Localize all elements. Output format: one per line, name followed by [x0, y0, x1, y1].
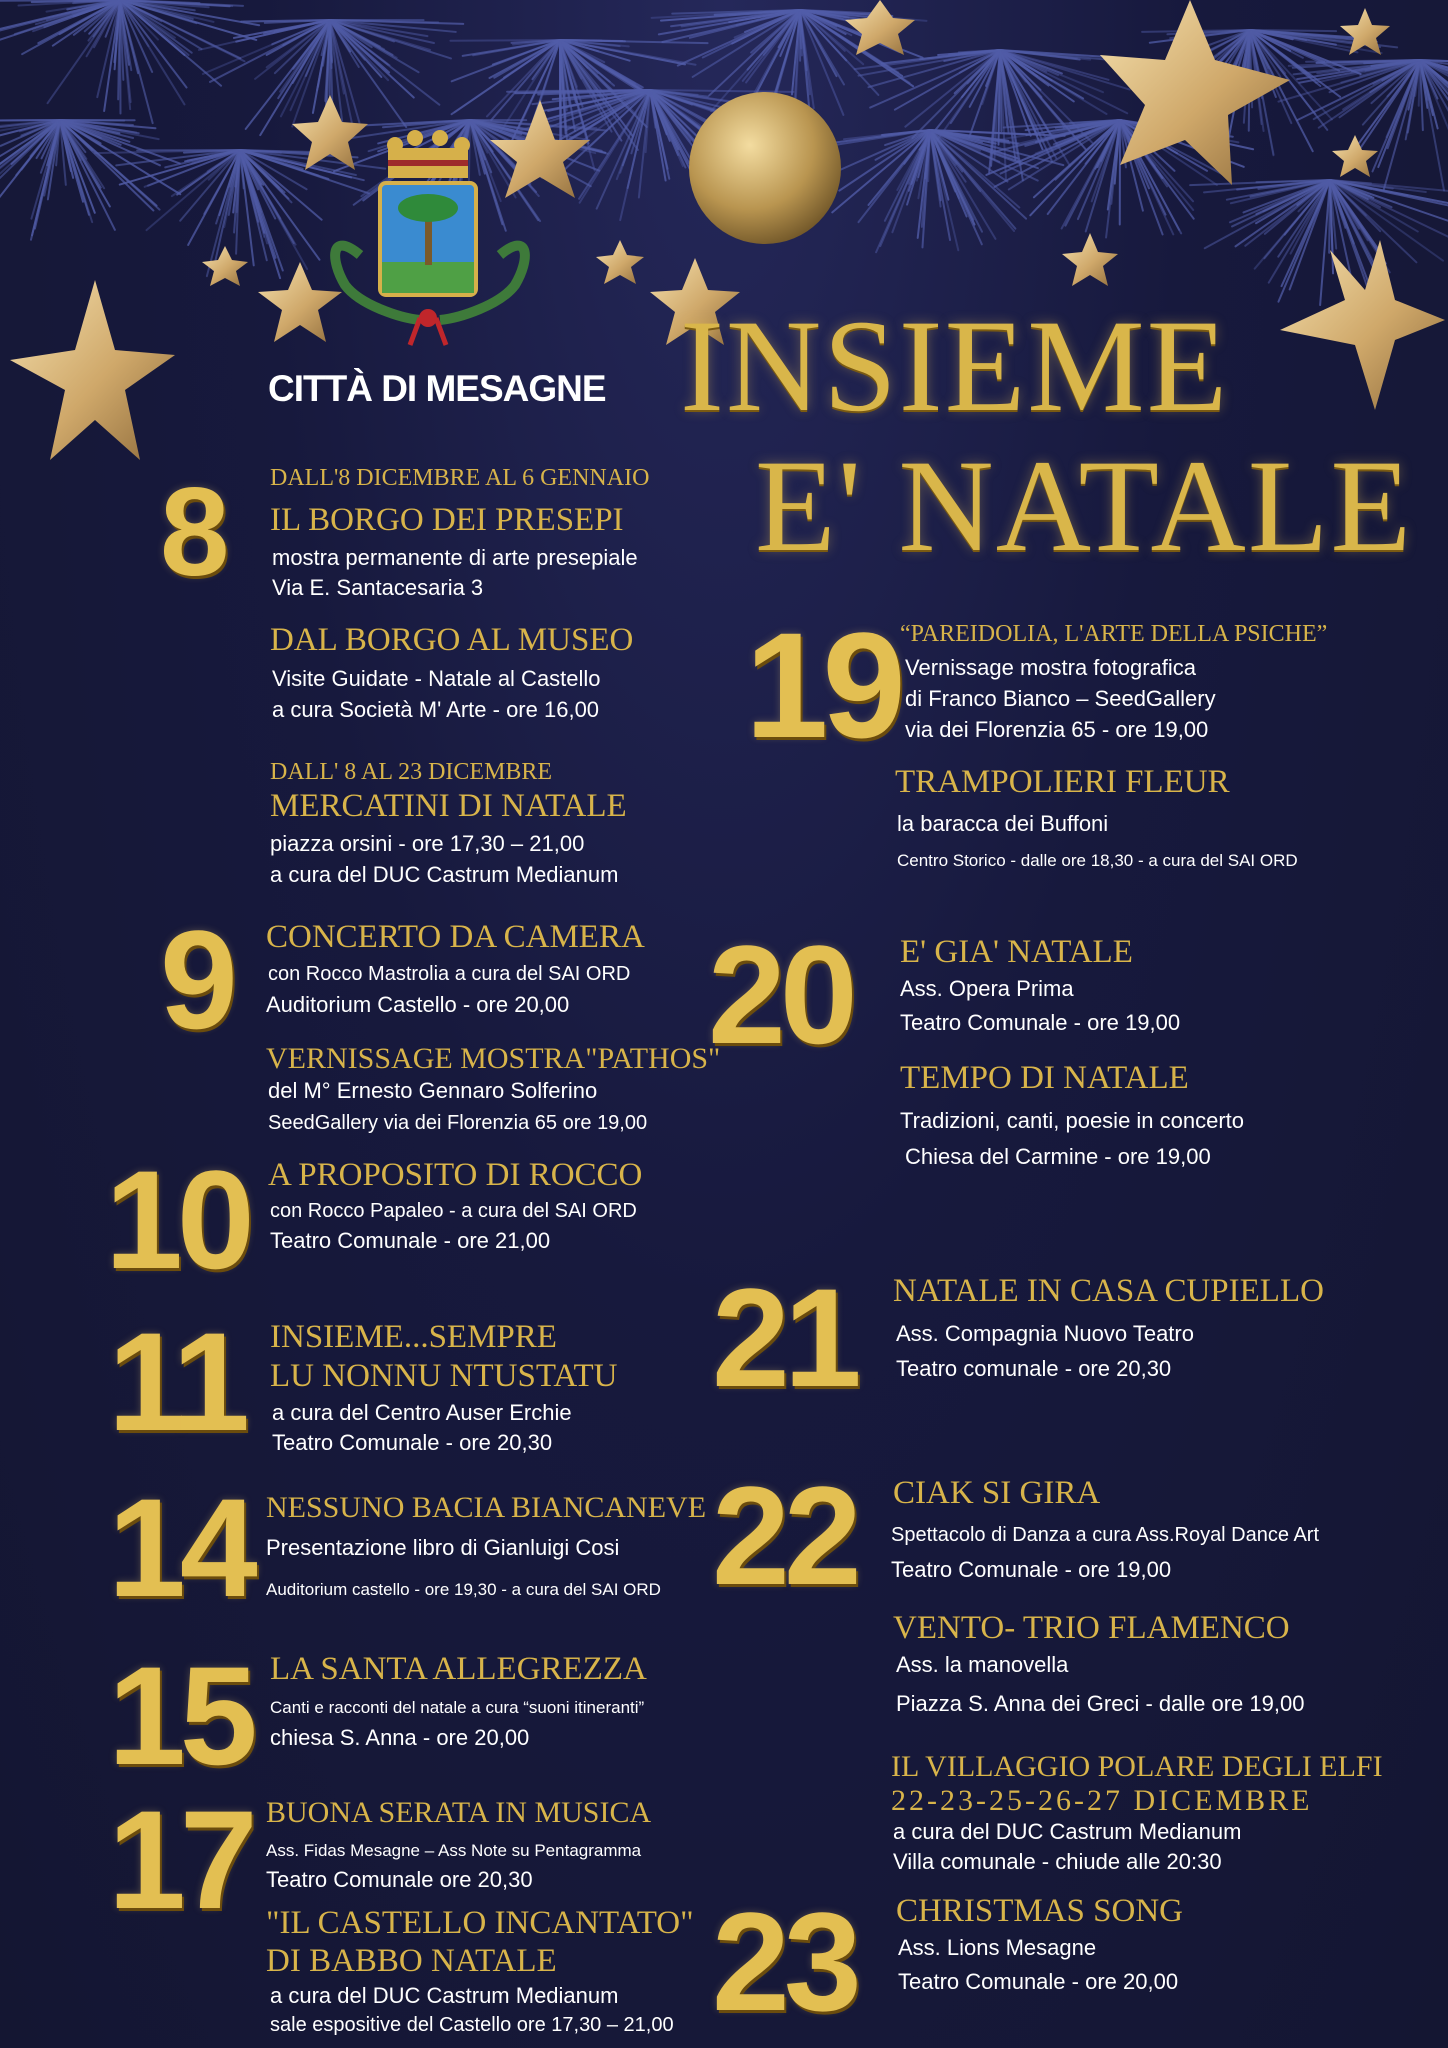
day-number: 11 — [108, 1303, 244, 1460]
star-icon — [202, 246, 248, 286]
event-detail: Presentazione libro di Gianluigi Cosi — [266, 1535, 620, 1560]
event-detail: Villa comunale - chiude alle 20:30 — [893, 1849, 1222, 1874]
event-title: TRAMPOLIERI FLEUR — [895, 764, 1230, 800]
day-number: 14 — [108, 1469, 252, 1626]
pine-needle — [560, 40, 625, 41]
event-title: “PAREIDOLIA, L'ARTE DELLA PSICHE” — [900, 621, 1328, 647]
event-detail: con Rocco Papaleo - a cura del SAI ORD — [270, 1200, 637, 1222]
star-icon — [258, 262, 342, 342]
day-number: 20 — [708, 916, 852, 1073]
pine-needle — [1000, 50, 1001, 131]
event-detail: Ass. Lions Mesagne — [898, 1935, 1097, 1960]
event-detail: Visite Guidate - Natale al Castello — [272, 666, 601, 691]
event-detail: Via E. Santacesaria 3 — [272, 575, 484, 600]
event-detail: Canti e racconti del natale a cura “suoni itineranti” — [270, 1698, 645, 1717]
event-detail: Teatro Comunale - ore 19,00 — [891, 1557, 1172, 1582]
event-title: "IL CASTELLO INCANTATO" — [266, 1905, 694, 1941]
event-detail: Spettacolo di Danza a cura Ass.Royal Dance Art — [891, 1524, 1320, 1546]
day-number: 8 — [160, 463, 224, 602]
event-title: VERNISSAGE MOSTRA"PATHOS" — [266, 1042, 721, 1075]
event-detail: chiesa S. Anna - ore 20,00 — [270, 1725, 530, 1750]
event-title: INSIEME...SEMPRE — [270, 1319, 557, 1355]
day-number: 15 — [108, 1637, 252, 1794]
event-detail: Teatro Comunale - ore 20,00 — [898, 1969, 1179, 1994]
event-detail: a cura del DUC Castrum Medianum — [893, 1819, 1242, 1844]
event-detail: la baracca dei Buffoni — [897, 811, 1109, 836]
pine-needle — [0, 0, 120, 1]
event-title-line2: DI BABBO NATALE — [266, 1943, 557, 1979]
day-number: 23 — [712, 1883, 856, 2040]
event-date-range: 22-23-25-26-27 DICEMBRE — [891, 1784, 1313, 1817]
event-title: BUONA SERATA IN MUSICA — [266, 1796, 652, 1829]
day-number: 19 — [745, 601, 900, 769]
event-title-line2: LU NONNU NTUSTATU — [270, 1358, 618, 1394]
event-detail: del M° Ernesto Gennaro Solferino — [268, 1078, 598, 1103]
event-detail: SeedGallery via dei Florenzia 65 ore 19,00 — [268, 1112, 648, 1134]
event-title: IL VILLAGGIO POLARE DEGLI ELFI — [891, 1750, 1383, 1783]
event-title: NESSUNO BACIA BIANCANEVE — [266, 1491, 707, 1524]
event-title: DAL BORGO AL MUSEO — [270, 622, 634, 658]
event-detail: a cura del DUC Castrum Medianum — [270, 1983, 619, 2008]
event-detail: Ass. Fidas Mesagne – Ass Note su Pentagramma — [266, 1841, 642, 1860]
event-title: TEMPO DI NATALE — [900, 1060, 1189, 1096]
day-number: 10 — [105, 1141, 249, 1298]
poster-title-line1: INSIEME — [680, 292, 1230, 439]
event-detail: via dei Florenzia 65 - ore 19,00 — [905, 717, 1209, 742]
event-detail: Chiesa del Carmine - ore 19,00 — [905, 1144, 1211, 1169]
day-number: 17 — [108, 1781, 252, 1938]
event-title: E' GIA' NATALE — [900, 934, 1133, 970]
event-detail: Piazza S. Anna dei Greci - dalle ore 19,00 — [896, 1691, 1305, 1716]
event-detail: a cura del Centro Auser Erchie — [272, 1400, 572, 1425]
star-icon — [1062, 233, 1118, 286]
pine-needle — [560, 40, 633, 136]
christmas-ball — [689, 92, 841, 244]
day-number: 9 — [160, 901, 232, 1058]
pine-needle — [1250, 30, 1336, 31]
day-number: 22 — [712, 1457, 856, 1614]
day-number: 21 — [712, 1259, 856, 1416]
event-detail: di Franco Bianco – SeedGallery — [905, 686, 1216, 711]
event-detail: Teatro Comunale ore 20,30 — [266, 1867, 533, 1892]
event-detail: Teatro Comunale - ore 21,00 — [270, 1228, 551, 1253]
event-detail: a cura Società M' Arte - ore 16,00 — [272, 697, 600, 722]
event-subtitle: DALL' 8 AL 23 DICEMBRE — [270, 759, 553, 785]
event-detail: Teatro Comunale - ore 20,30 — [272, 1430, 553, 1455]
event-title: IL BORGO DEI PRESEPI — [270, 502, 624, 538]
star-icon — [10, 280, 175, 460]
event-title: VENTO- TRIO FLAMENCO — [893, 1610, 1290, 1646]
event-detail: Centro Storico - dalle ore 18,30 - a cura del SAI ORD — [897, 851, 1298, 870]
event-title: CHRISTMAS SONG — [896, 1893, 1183, 1929]
event-detail: con Rocco Mastrolia a cura del SAI ORD — [268, 963, 631, 985]
event-detail: Ass. la manovella — [896, 1652, 1069, 1677]
event-detail: mostra permanente di arte presepiale — [272, 545, 638, 570]
event-detail: Tradizioni, canti, poesie in concerto — [900, 1108, 1245, 1133]
star-icon — [490, 100, 590, 198]
event-title: NATALE IN CASA CUPIELLO — [893, 1273, 1324, 1309]
event-detail: Teatro comunale - ore 20,30 — [896, 1356, 1172, 1381]
event-detail: sale espositive del Castello ore 17,30 – 21,00 — [270, 2014, 674, 2036]
coat-of-arms-icon — [335, 130, 525, 345]
event-detail: a cura del DUC Castrum Medianum — [270, 862, 619, 887]
poster-title-line2: E' NATALE — [755, 432, 1414, 579]
event-title: A PROPOSITO DI ROCCO — [268, 1157, 643, 1193]
star-icon — [596, 240, 644, 284]
event-detail: Teatro Comunale - ore 19,00 — [900, 1010, 1181, 1035]
event-detail: piazza orsini - ore 17,30 – 21,00 — [270, 831, 585, 856]
event-title: CIAK SI GIRA — [893, 1475, 1101, 1511]
event-detail: Auditorium castello - ore 19,30 - a cura del SAI ORD — [266, 1580, 661, 1599]
event-subtitle: DALL'8 DICEMBRE AL 6 GENNAIO — [270, 465, 650, 491]
event-title: LA SANTA ALLEGREZZA — [270, 1651, 647, 1687]
event-title: CONCERTO DA CAMERA — [266, 919, 645, 955]
event-detail: Auditorium Castello - ore 20,00 — [266, 992, 570, 1017]
star-icon — [1100, 0, 1290, 185]
star-icon — [1332, 135, 1378, 177]
event-detail: Ass. Compagnia Nuovo Teatro — [896, 1321, 1194, 1346]
event-detail: Vernissage mostra fotografica — [905, 655, 1197, 680]
city-name: CITTÀ DI MESAGNE — [268, 368, 606, 409]
event-detail: Ass. Opera Prima — [900, 976, 1074, 1001]
event-title: MERCATINI DI NATALE — [270, 788, 627, 824]
